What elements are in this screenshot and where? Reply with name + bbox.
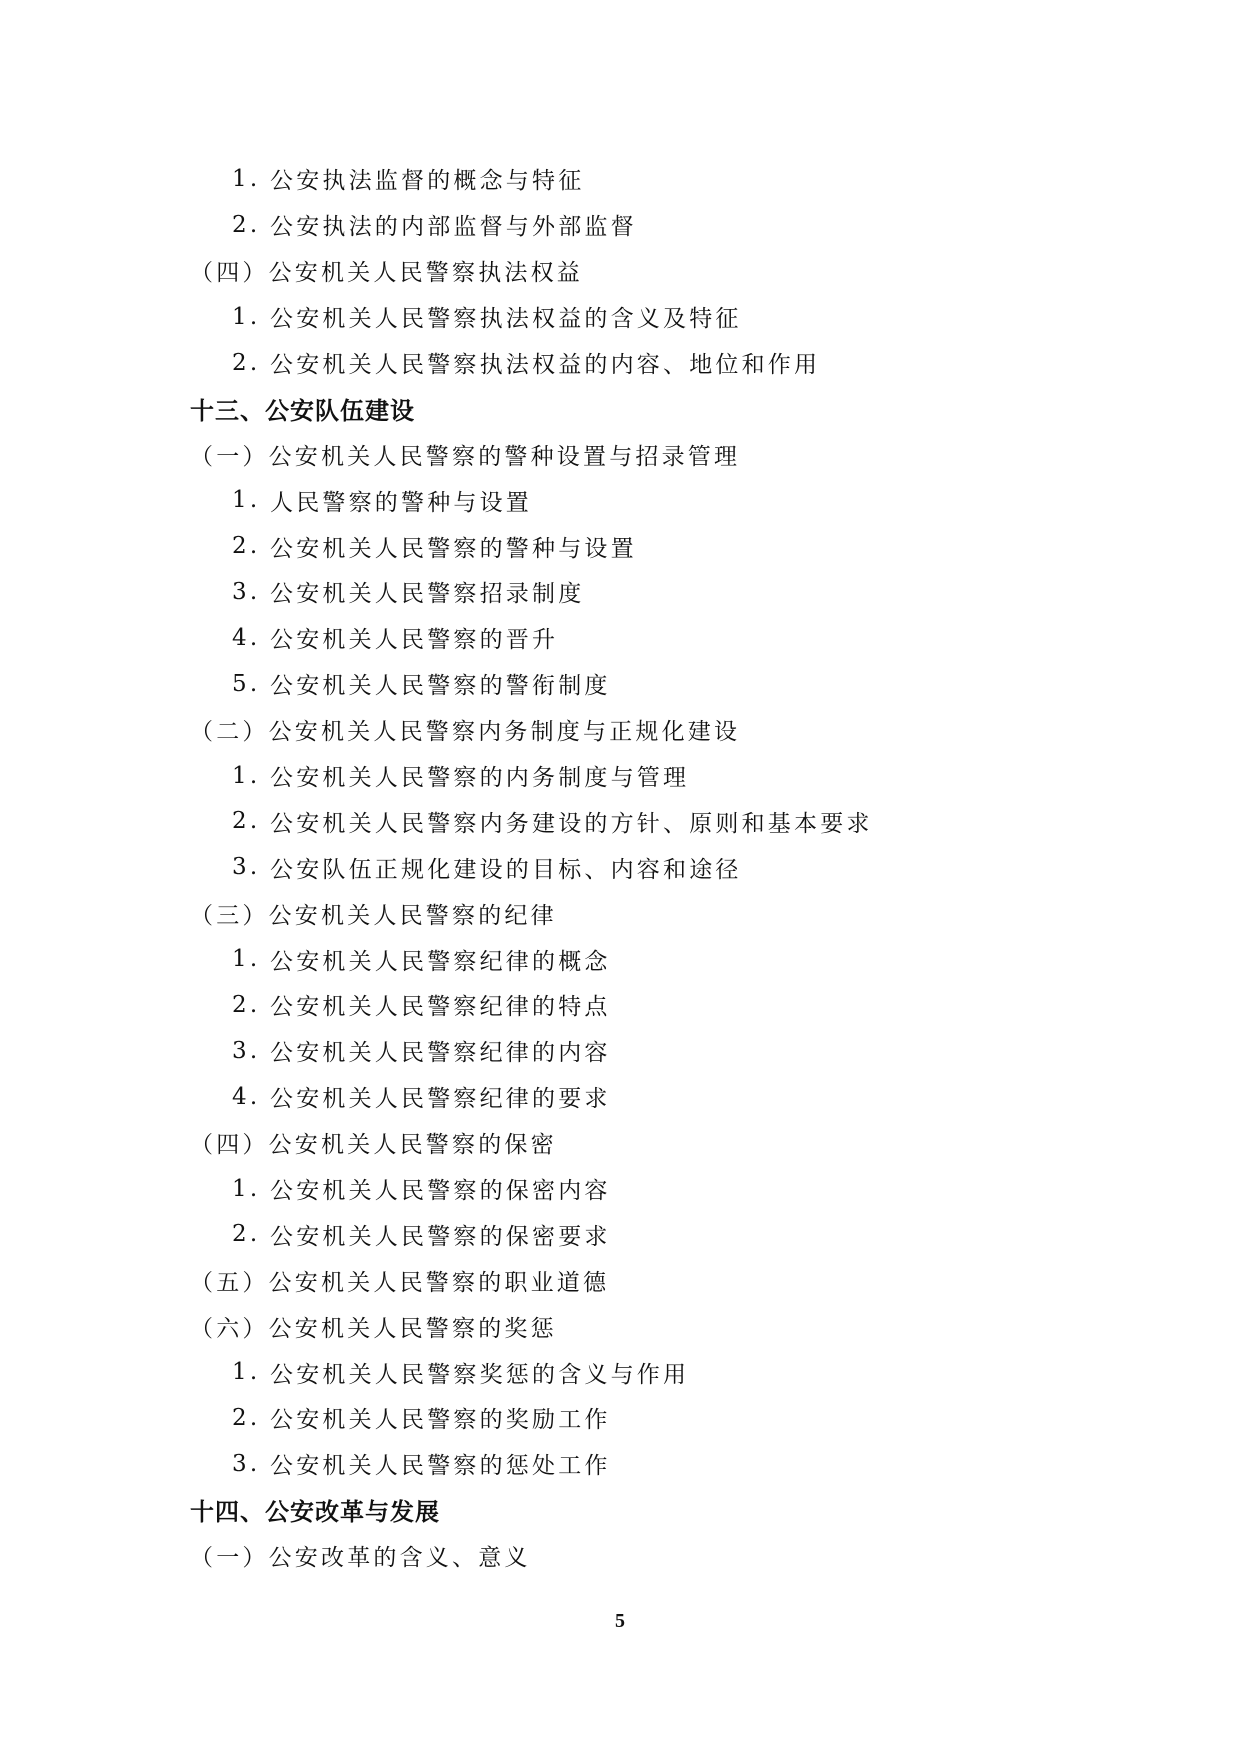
line-text: 公安机关人民警察的晋升 <box>270 627 559 654</box>
line-text: 公安机关人民警察的奖励工作 <box>270 1407 611 1434</box>
line-text: 公安机关人民警察的保密内容 <box>270 1178 611 1205</box>
item-number: 2. <box>232 991 261 1018</box>
line-text: 公安机关人民警察纪律的内容 <box>270 1040 611 1067</box>
line-text: 公安机关人民警察招录制度 <box>270 581 585 608</box>
line-text: （二）公安机关人民警察内务制度与正规化建设 <box>190 719 741 746</box>
list-item <box>0 1074 1240 1120</box>
item-number: 4. <box>232 624 261 651</box>
section-title <box>0 1120 1240 1166</box>
item-number: 3. <box>232 1450 261 1477</box>
page-number: 5 <box>615 1610 625 1632</box>
list-item <box>0 156 1240 202</box>
line-text: 公安机关人民警察的惩处工作 <box>270 1453 611 1480</box>
line-text: （一）公安改革的含义、意义 <box>190 1545 531 1572</box>
line-text: 公安机关人民警察纪律的要求 <box>270 1086 611 1113</box>
list-item <box>0 1166 1240 1212</box>
section-title <box>0 890 1240 936</box>
line-text: 公安机关人民警察的保密要求 <box>270 1223 611 1250</box>
section-title <box>0 707 1240 753</box>
list-item <box>0 340 1240 386</box>
item-number: 3. <box>232 1037 261 1064</box>
list-item <box>0 1211 1240 1257</box>
item-number: 1. <box>232 165 261 192</box>
list-item <box>0 1028 1240 1074</box>
list-item <box>0 844 1240 890</box>
item-number: 1. <box>232 303 261 330</box>
section-title <box>0 248 1240 294</box>
item-number: 3. <box>232 578 261 605</box>
line-text: 公安机关人民警察的警衔制度 <box>270 673 611 700</box>
list-item <box>0 982 1240 1028</box>
line-text: 公安机关人民警察的警种与设置 <box>270 535 637 562</box>
item-number: 4. <box>232 1083 261 1110</box>
item-number: 2. <box>232 533 261 560</box>
chapter-heading <box>0 385 1240 431</box>
item-number: 5. <box>232 670 261 697</box>
line-text: （五）公安机关人民警察的职业道德 <box>190 1269 610 1296</box>
section-title <box>0 431 1240 477</box>
item-number: 3. <box>232 854 261 881</box>
line-text: 公安机关人民警察执法权益的内容、地位和作用 <box>270 352 821 378</box>
list-item <box>0 477 1240 523</box>
line-text: 公安机关人民警察纪律的概念 <box>270 948 611 975</box>
line-text: 公安执法监督的概念与特征 <box>270 168 585 195</box>
list-item <box>0 523 1240 569</box>
syllabus-outline <box>0 156 1240 1579</box>
item-number: 1. <box>232 1175 261 1202</box>
item-number: 2. <box>232 211 261 238</box>
item-number: 1. <box>232 946 261 973</box>
line-text: 公安机关人民警察纪律的特点 <box>270 994 611 1021</box>
item-number: 1. <box>232 1359 261 1386</box>
list-item <box>0 1395 1240 1441</box>
list-item <box>0 798 1240 844</box>
line-text: 十三、公安队伍建设 <box>190 395 415 425</box>
item-number: 2. <box>232 1221 261 1248</box>
list-item <box>0 1441 1240 1487</box>
list-item <box>0 202 1240 248</box>
list-item <box>0 294 1240 340</box>
line-text: 十四、公安改革与发展 <box>190 1497 440 1527</box>
list-item <box>0 661 1240 707</box>
line-text: 公安机关人民警察执法权益的含义及特征 <box>270 306 742 333</box>
list-item <box>0 1349 1240 1395</box>
line-text: 公安队伍正规化建设的目标、内容和途径 <box>270 856 742 883</box>
item-number: 2. <box>232 349 261 376</box>
line-text: （一）公安机关人民警察的警种设置与招录管理 <box>190 443 741 470</box>
item-number: 1. <box>232 487 261 514</box>
section-title <box>0 1533 1240 1579</box>
list-item <box>0 753 1240 799</box>
item-number: 1. <box>232 762 261 789</box>
line-text: 公安机关人民警察内务建设的方针、原则和基本要求 <box>270 810 873 837</box>
line-text: （三）公安机关人民警察的纪律 <box>190 902 557 929</box>
section-title <box>0 1303 1240 1349</box>
line-text: 公安机关人民警察的内务制度与管理 <box>270 765 690 792</box>
list-item <box>0 569 1240 615</box>
line-text: 公安执法的内部监督与外部监督 <box>270 214 637 241</box>
section-title <box>0 1257 1240 1303</box>
line-text: （六）公安机关人民警察的奖惩 <box>190 1315 557 1342</box>
line-text: 人民警察的警种与设置 <box>270 489 532 516</box>
item-number: 2. <box>232 1404 261 1431</box>
line-text: 公安机关人民警察奖惩的含义与作用 <box>270 1361 690 1388</box>
chapter-heading <box>0 1487 1240 1533</box>
line-text: （四）公安机关人民警察执法权益 <box>190 260 583 287</box>
list-item <box>0 936 1240 982</box>
line-text: （四）公安机关人民警察的保密 <box>190 1132 557 1159</box>
list-item <box>0 615 1240 661</box>
item-number: 2. <box>232 808 261 835</box>
